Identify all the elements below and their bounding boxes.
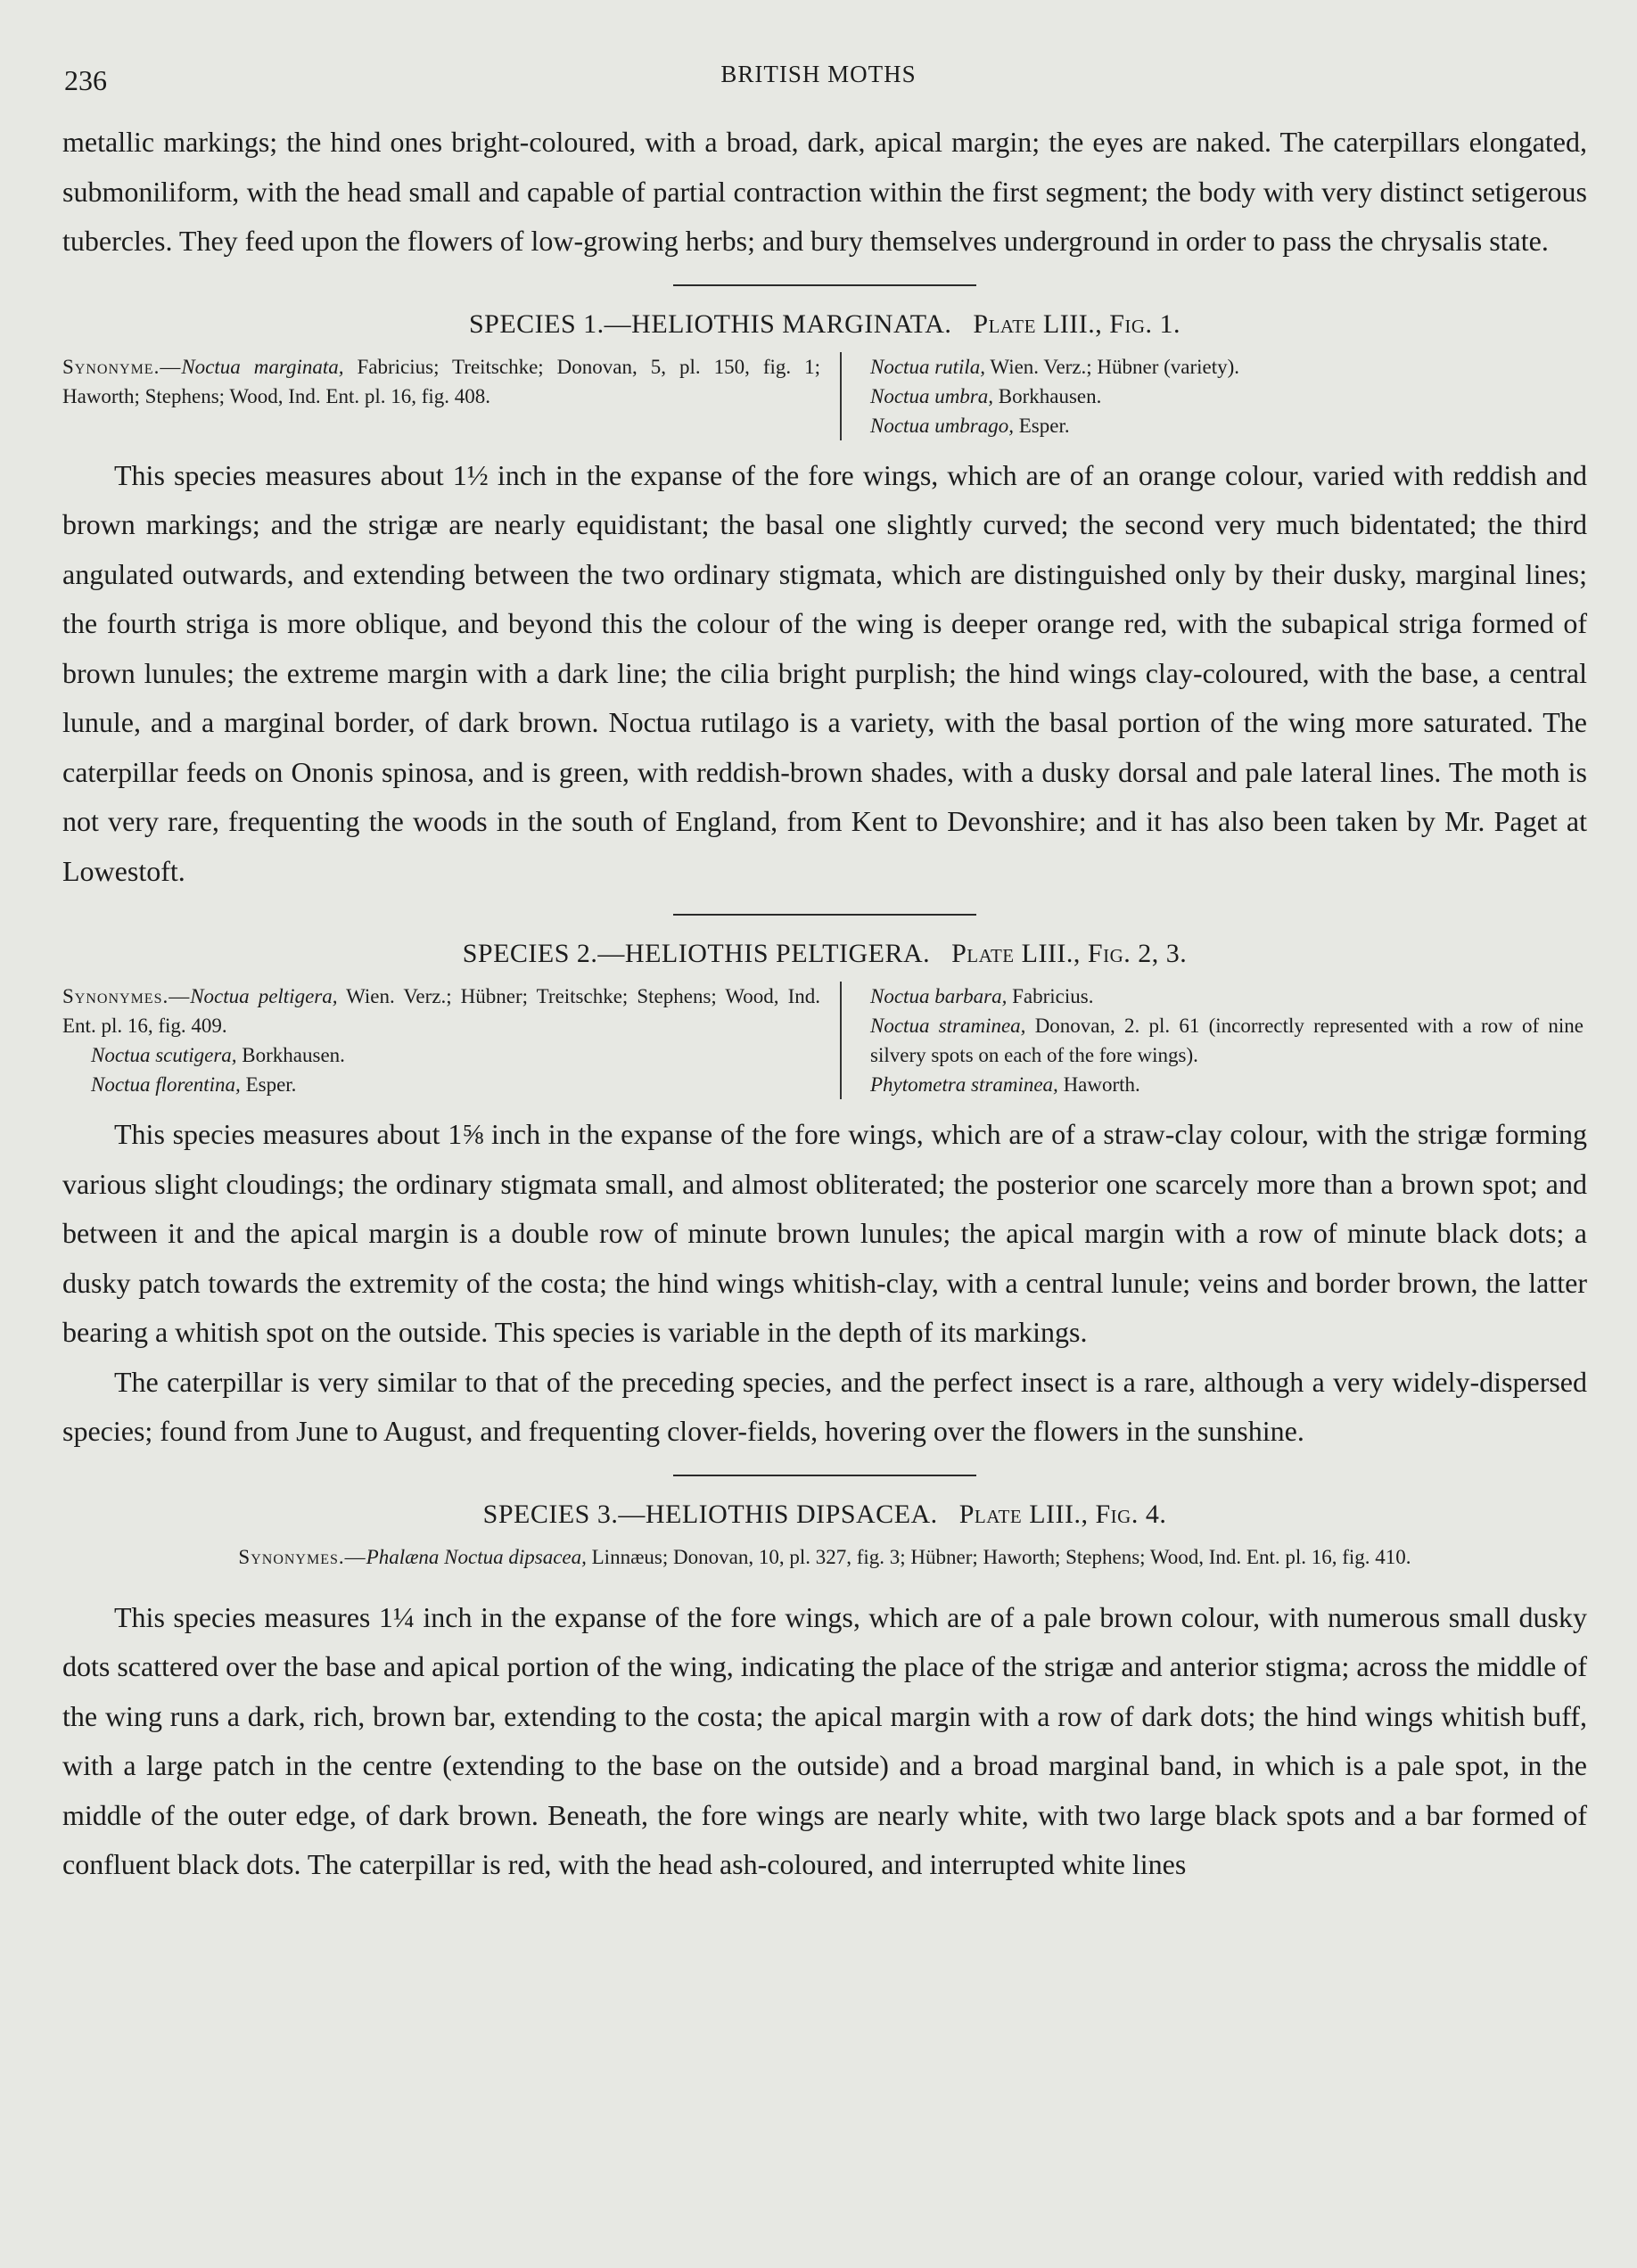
synonym-name: Noctua marginata, — [181, 355, 344, 378]
synonym-label: Synonymes.— — [62, 985, 191, 1007]
intro-paragraph: metallic markings; the hind ones bright-coloured, with a broad, dark, apical margin; the eyes are naked. The caterpillars elongated, submoniliform, with the head small and capable of partial contraction within the first segment; the body with very distinct setigerous tubercles. They feed upon the flowers of low-growing herbs; and bury themselves underground in order to pass the chrysalis state. — [62, 126, 1587, 257]
synonym-refs: Wien. Verz.; Hübner (variety). — [990, 355, 1240, 378]
synonym-line — [870, 1070, 1584, 1099]
synonym-refs: Donovan, 2. pl. 61 (incorrectly represented with a row of nine silvery spots on each of the fore wings). — [870, 1015, 1584, 1066]
synonym-name: Noctua rutila, — [870, 355, 986, 378]
section-rule — [673, 284, 976, 286]
synonyms-right — [842, 352, 1584, 440]
synonyms-block — [62, 352, 1587, 440]
synonym-name: Noctua umbrago, — [870, 414, 1014, 437]
synonym-label: Synonyme.— — [62, 355, 182, 378]
synonym-refs: Borkhausen. — [998, 384, 1102, 407]
synonym-line — [62, 1070, 820, 1099]
species-description: This species measures about 1⅝ inch in the expanse of the fore wings, which are of a straw-clay colour, with the strigæ forming various slight cloudings; the ordinary stigmata small, and almost obliterated; the posterior one scarcely more than a brown spot; and between it and the apical margin is a double row of minute brown lunules; the apical margin with a row of minute black dots; a dusky patch towards the extremity of the costa; the hind wings whitish-clay, with a central lunule; veins and border brown, the latter bearing a whitish spot on the outside. This species is variable in the depth of its markings. — [62, 1118, 1587, 1348]
species-heading — [62, 1500, 1587, 1530]
synonym-refs: Fabricius; Treitschke; Donovan, 5, pl. 150, fig. 1; Haworth; Stephens; Wood, Ind. Ent. pl. 16, fig. 408. — [62, 355, 820, 407]
section-rule — [673, 1475, 976, 1476]
synonym-name: Noctua peltigera, — [190, 985, 338, 1007]
synonyms-block — [62, 982, 1587, 1099]
synonym-line — [870, 352, 1584, 382]
page-content — [62, 118, 1587, 1890]
species-title: SPECIES 1.—HELIOTHIS MARGINATA. — [468, 308, 952, 339]
plate-reference: Plate LIII., Fig. 4. — [958, 1499, 1167, 1529]
plate-reference: Plate LIII., Fig. 1. — [973, 308, 1181, 339]
synonym-name: Noctua barbara, — [870, 985, 1008, 1007]
synonyms-left — [62, 982, 842, 1099]
synonym-line — [870, 982, 1584, 1011]
species-description: This species measures about 1½ inch in the expanse of the fore wings, which are of an orange colour, varied with reddish and brown markings; and the strigæ are nearly equidistant; the basal one slightly curved; the second very much bidentated; the third angulated outwards, and extending between the two ordinary stigmata, which are distinguished only by their dusky, marginal lines; the fourth striga is more oblique, and beyond this the colour of the wing is deeper orange red, with the subapical striga formed of brown lunules; the extreme margin with a dark line; the cilia bright purplish; the hind wings clay-coloured, with the base, a central lunule, and a marginal border, of dark brown. Noctua rutilago is a variety, with the basal portion of the wing more saturated. The caterpillar feeds on Ononis spinosa, and is green, with reddish-brown shades, with a dusky dorsal and pale lateral lines. The moth is not very rare, frequenting the woods in the south of England, from Kent to Devonshire; and it has also been taken by Mr. Paget at Lowestoft. — [62, 458, 1587, 887]
species-heading — [62, 309, 1587, 340]
synonym-refs: Esper. — [1018, 414, 1070, 437]
synonym-refs: Wien. Verz.; Hübner; Treitschke; Stephens; Wood, Ind. Ent. pl. 16, fig. 409. — [62, 985, 820, 1037]
synonym-line — [870, 382, 1584, 411]
synonym-refs: Esper. — [245, 1073, 297, 1096]
synonym-name: Noctua straminea, — [870, 1015, 1026, 1037]
synonym-refs: Haworth. — [1063, 1073, 1140, 1096]
synonym-refs: Borkhausen. — [242, 1044, 345, 1066]
synonym-line — [62, 982, 820, 1040]
species-title: SPECIES 2.—HELIOTHIS PELTIGERA. — [462, 939, 931, 968]
species-heading — [62, 939, 1587, 969]
synonym-name: Noctua florentina, — [91, 1073, 241, 1096]
synonym-line — [870, 411, 1584, 440]
page-header — [0, 55, 1637, 100]
synonym-refs: Linnæus; Donovan, 10, pl. 327, fig. 3; Hübner; Haworth; Stephens; Wood, Ind. Ent. pl. 16, fig. 410. — [591, 1545, 1411, 1568]
section-rule — [673, 914, 976, 916]
page-number: 236 — [64, 64, 107, 96]
species-description: This species measures 1¼ inch in the expanse of the fore wings, which are of a pale brown colour, with numerous small dusky dots scattered over the base and apical portion of the wing, indicating the place of the strigæ and anterior stigma; across the middle of the wing runs a dark, rich, brown bar, extending to the costa; the apical margin with a row of dark dots; the hind wings whitish buff, with a large patch in the centre (extending to the base on the outside) and a broad marginal band, in which is a pale spot, in the middle of the outer edge, of dark brown. Beneath, the fore wings are nearly white, with two large black spots and a bar formed of confluent black dots. The caterpillar is red, with the head ash-coloured, and interrupted white lines — [62, 1600, 1587, 1880]
synonym-line — [870, 1011, 1584, 1070]
synonym-refs: Fabricius. — [1012, 985, 1094, 1007]
synonym-name: Phytometra straminea, — [870, 1073, 1058, 1096]
synonym-name: Noctua scutigera, — [91, 1044, 237, 1066]
species-description-continued: The caterpillar is very similar to that of the preceding species, and the perfect insect is a rare, although a very widely-dispersed species; found from June to August, and frequenting clover-fields, hovering over the flowers in the sunshine. — [62, 1365, 1587, 1447]
synonyms-right — [842, 982, 1584, 1099]
running-head: BRITISH MOTHS — [720, 61, 917, 87]
synonym-label: Synonymes.— — [238, 1545, 366, 1568]
plate-reference: Plate LIII., Fig. 2, 3. — [951, 939, 1188, 968]
synonyms-block — [62, 1542, 1587, 1572]
synonym-name: Noctua umbra, — [870, 384, 993, 407]
synonyms-left — [62, 352, 842, 440]
synonym-line — [62, 1040, 820, 1070]
species-title: SPECIES 3.—HELIOTHIS DIPSACEA. — [482, 1499, 938, 1529]
synonym-name: Phalæna Noctua dipsacea, — [366, 1545, 587, 1568]
